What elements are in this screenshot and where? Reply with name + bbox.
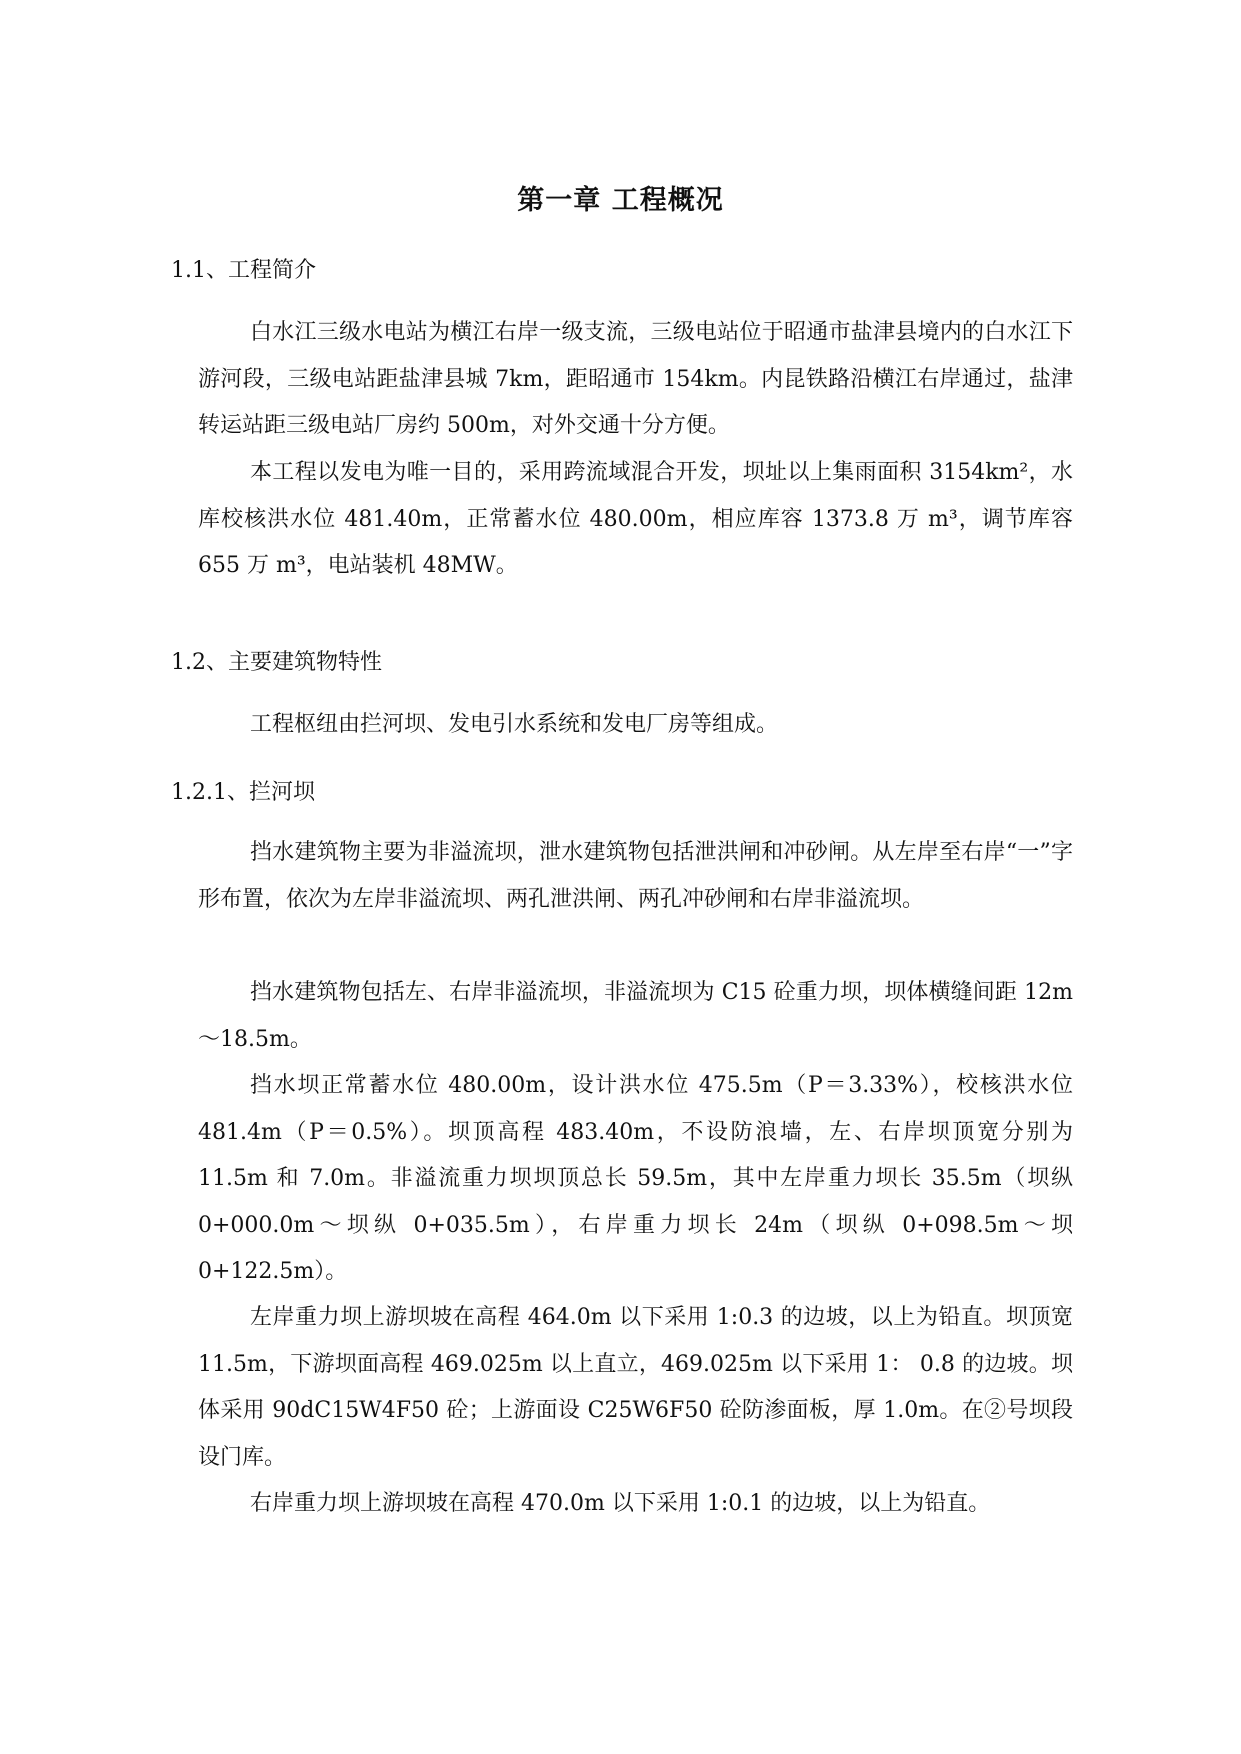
section-heading-1-2-1: 1.2.1、拦河坝 xyxy=(171,780,315,805)
paragraph: 左岸重力坝上游坝坡在高程 464.0m 以下采用 1:0.3 的边坡，以上为铅直。坝顶宽 11.5m，下游坝面高程 469.025m 以上直立，469.025m 以下采用 1： 0.8 的边坡。坝体采用 90dC15W4F50 砼；上游面设 C25W6F50 砼防渗面板，厚 1.0m。在②号坝段设门库。 xyxy=(198,1305,1073,1470)
paragraph: 右岸重力坝上游坝坡在高程 470.0m 以下采用 1:0.1 的边坡，以上为铅直。 xyxy=(250,1491,991,1516)
section-heading-1-1: 1.1、工程简介 xyxy=(171,258,316,283)
paragraph: 挡水坝正常蓄水位 480.00m，设计洪水位 475.5m（P＝3.33%），校核洪水位 481.4m（P＝0.5%）。坝顶高程 483.40m，不设防浪墙，左、右岸坝顶宽分别为 11.5m 和 7.0m。非溢流重力坝坝顶总长 59.5m，其中左岸重力坝长 35.5m（坝纵 0+000.0m～坝纵 0+035.5m），右岸重力坝长 24m（坝纵 0+098.5m～坝 0+122.5m）。 xyxy=(198,1073,1073,1284)
paragraph: 挡水建筑物主要为非溢流坝，泄水建筑物包括泄洪闸和冲砂闸。从左岸至右岸“一”字形布置，依次为左岸非溢流坝、两孔泄洪闸、两孔冲砂闸和右岸非溢流坝。 xyxy=(198,840,1073,912)
paragraph: 白水江三级水电站为横江右岸一级支流，三级电站位于昭通市盐津县境内的白水江下游河段，三级电站距盐津县城 7km，距昭通市 154km。内昆铁路沿横江右岸通过，盐津转运站距三级电站厂房约 500m，对外交通十分方便。 xyxy=(198,320,1073,438)
paragraph: 本工程以发电为唯一目的，采用跨流域混合开发，坝址以上集雨面积 3154km²，水库校核洪水位 481.40m，正常蓄水位 480.00m，相应库容 1373.8 万 m³，调节库容 655 万 m³，电站装机 48MW。 xyxy=(198,460,1073,578)
paragraph: 工程枢纽由拦河坝、发电引水系统和发电厂房等组成。 xyxy=(250,712,779,737)
section-heading-1-2: 1.2、主要建筑物特性 xyxy=(171,650,382,675)
paragraph: 挡水建筑物包括左、右岸非溢流坝，非溢流坝为 C15 砼重力坝，坝体横缝间距 12m～18.5m。 xyxy=(198,980,1073,1052)
chapter-title: 第一章 工程概况 xyxy=(517,185,724,216)
